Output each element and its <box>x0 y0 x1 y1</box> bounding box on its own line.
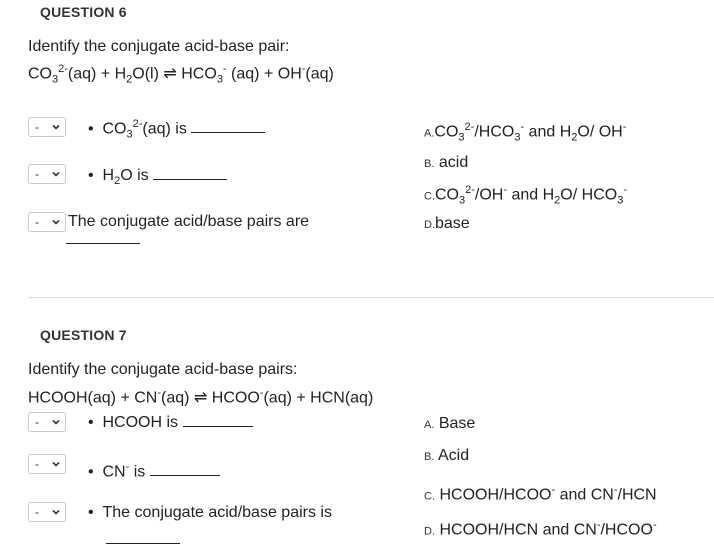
q6-item3-select[interactable]: - <box>28 212 66 232</box>
chevron-down-icon <box>51 417 61 427</box>
chevron-down-icon <box>51 459 61 469</box>
question-7-title: QUESTION 7 <box>40 327 127 343</box>
q7-item2-select[interactable]: - <box>28 454 66 474</box>
answer-blank <box>191 118 265 133</box>
q7-item3-select[interactable]: - <box>28 502 66 522</box>
q6-option-c: $C.CO_3^{2-}/OH^-$ and $H_2O/$ $HCO_3^-$ <box>424 184 627 207</box>
answer-blank <box>153 165 227 180</box>
answer-blank <box>106 543 180 544</box>
q7-item1-select[interactable]: - <box>28 412 66 432</box>
q6-option-b: B. acid <box>424 154 469 171</box>
q6-option-a: $A.CO_3^{2-}/HCO_3^-$ and $H_2O/$ OH- <box>424 121 627 144</box>
q6-item1-select[interactable]: - <box>28 117 66 137</box>
q7-item2-label: • CN- is <box>88 461 220 481</box>
answer-blank <box>66 243 140 244</box>
q7-option-a: A. Base <box>424 415 476 432</box>
q7-option-b: B. Acid <box>424 447 470 464</box>
answer-blank <box>150 461 220 476</box>
q7-item1-label: • HCOOH is <box>88 412 253 432</box>
question-7-equation: HCOOH(aq) + CN-(aq) ⇌ HCOO-(aq) + HCN(aq) <box>28 387 374 407</box>
chevron-down-icon <box>51 217 61 227</box>
q7-item3-label: • The conjugate acid/base pairs is <box>88 504 332 521</box>
q6-item2-select[interactable]: - <box>28 164 66 184</box>
question-6-title: QUESTION 6 <box>40 4 127 20</box>
q6-item2-label: • $H_2O$ is <box>88 165 227 187</box>
q7-option-c: C. HCOOH/HCOO- and CN-/HCN <box>424 484 657 504</box>
question-7-prompt: Identify the conjugate acid-base pairs: <box>28 361 298 378</box>
question-6-equation: $CO_3^{2-}(aq) + H_2O(l)$ ⇌ $HCO_3^-$ (aq) + OH-(aq) <box>28 63 334 86</box>
chevron-down-icon <box>51 507 61 517</box>
q6-item1-label: • $CO_3^{2-}(aq)$ is <box>88 118 265 141</box>
q6-item3-label: The conjugate acid/base pairs are <box>68 213 310 230</box>
answer-blank <box>183 412 253 427</box>
equilibrium-arrow-icon: ⇌ <box>163 65 177 83</box>
chevron-down-icon <box>51 169 61 179</box>
equilibrium-arrow-icon: ⇌ <box>193 389 208 407</box>
chevron-down-icon <box>51 122 61 132</box>
q7-option-d: D. HCOOH/HCN and CN-/HCOO- <box>424 519 657 539</box>
question-6-prompt: Identify the conjugate acid-base pair: <box>28 38 290 55</box>
q6-option-d: D.base <box>424 215 470 232</box>
question-divider <box>28 297 714 298</box>
